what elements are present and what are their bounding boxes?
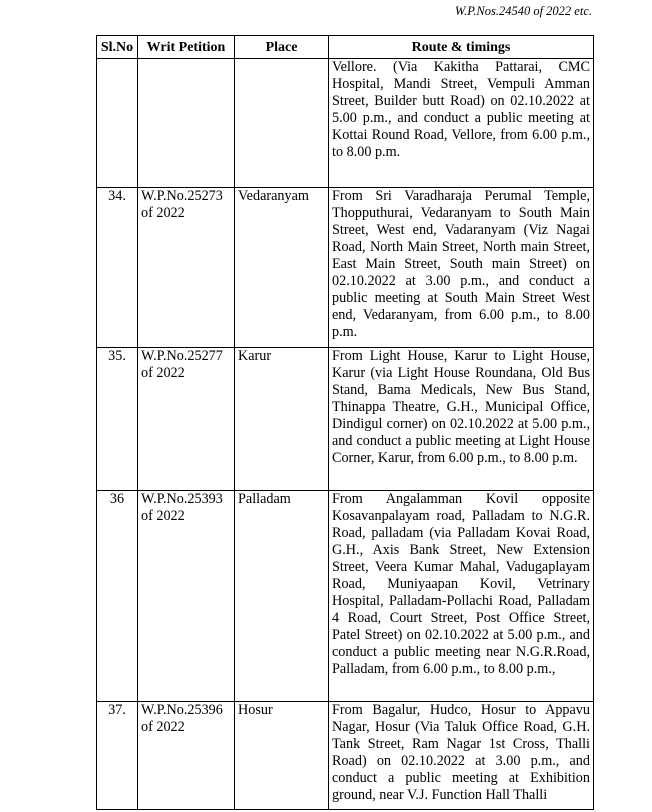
place-cell [235, 59, 329, 188]
place-cell: Palladam [235, 491, 329, 702]
place-cell: Karur [235, 348, 329, 491]
sl-no-cell: 34. [97, 188, 138, 348]
column-header-writ-petition: Writ Petition [138, 36, 235, 59]
sl-no-cell: 35. [97, 348, 138, 491]
sl-no-cell: 36 [97, 491, 138, 702]
table-row [97, 59, 594, 188]
column-header-place: Place [235, 36, 329, 59]
place-cell: Hosur [235, 702, 329, 810]
document-reference: W.P.Nos.24540 of 2022 etc. [454, 4, 592, 18]
route-timings-cell: Vellore. (Via Kakitha Pattarai, CMC Hospital, Mandi Street, Vempuli Amman Street, Builder butt Road) on 02.10.2022 at 5.00 p.m., and conduct a public meeting at Kottai Round Road, Vellore, from 6.00 p.m., to 8.00 p.m. [329, 59, 594, 188]
route-timings-cell: From Angalamman Kovil opposite Kosavanpalayam road, Palladam to N.G.R. Road, palladam (via Palladam Kovai Road, G.H., Axis Bank Street, New Extension Street, Veera Kumar Mahal, Vadugaplayam Road, Muniyaapan Kovil, Vetrinary Hospital, Palladam-Pollachi Road, Palladam 4 Road, Court Street, Post Office Street, Patel Street) on 02.10.2022 at 5.00 p.m., and conduct a public meeting near N.G.R.Road, Palladam, from 6.00 p.m., to 8.00 p.m., [329, 491, 594, 702]
route-timings-cell: From Bagalur, Hudco, Hosur to Appavu Nagar, Hosur (Via Taluk Office Road, G.H. Tank Street, Ram Nagar 1st Cross, Thalli Road) on 02.10.2022 at 3.00 p.m., and conduct a public meeting at Exhibition ground, near V.J. Function Hall Thalli [329, 702, 594, 810]
writ-petition-cell: W.P.No.25396 of 2022 [138, 702, 235, 810]
table-header-row [97, 36, 594, 59]
table-row [97, 702, 594, 810]
table-row [97, 188, 594, 348]
table-row [97, 348, 594, 491]
writ-petition-table [96, 35, 594, 810]
column-header-route-timings: Route & timings [329, 36, 594, 59]
route-timings-cell: From Sri Varadharaja Perumal Temple, Thopputhurai, Vedaranyam to South Main Street, West end, Vadaranyam (Viz Nagai Road, North Main Street, North main Street, East Main Street, South main Street) on 02.10.2022 at 3.00 p.m., and conduct a public meeting at South Main Street West end, Vedaranyam, from 6.00 p.m., to 8.00 p.m. [329, 188, 594, 348]
writ-petition-cell: W.P.No.25273 of 2022 [138, 188, 235, 348]
table-row [97, 491, 594, 702]
route-timings-cell: From Light House, Karur to Light House, Karur (via Light House Roundana, Old Bus Stand, Bama Medicals, New Bus Stand, Thinappa Theatre, G.H., Municipal Office, Dindigul corner) on 02.10.2022 at 5.00 p.m., and conduct a public meeting at Light House Corner, Karur, from 6.00 p.m., to 8.00 p.m. [329, 348, 594, 491]
writ-petition-cell: W.P.No.25277 of 2022 [138, 348, 235, 491]
writ-petition-cell: W.P.No.25393 of 2022 [138, 491, 235, 702]
place-cell: Vedaranyam [235, 188, 329, 348]
sl-no-cell: 37. [97, 702, 138, 810]
writ-petition-cell [138, 59, 235, 188]
sl-no-cell [97, 59, 138, 188]
column-header-sl-no: Sl.No [97, 36, 138, 59]
